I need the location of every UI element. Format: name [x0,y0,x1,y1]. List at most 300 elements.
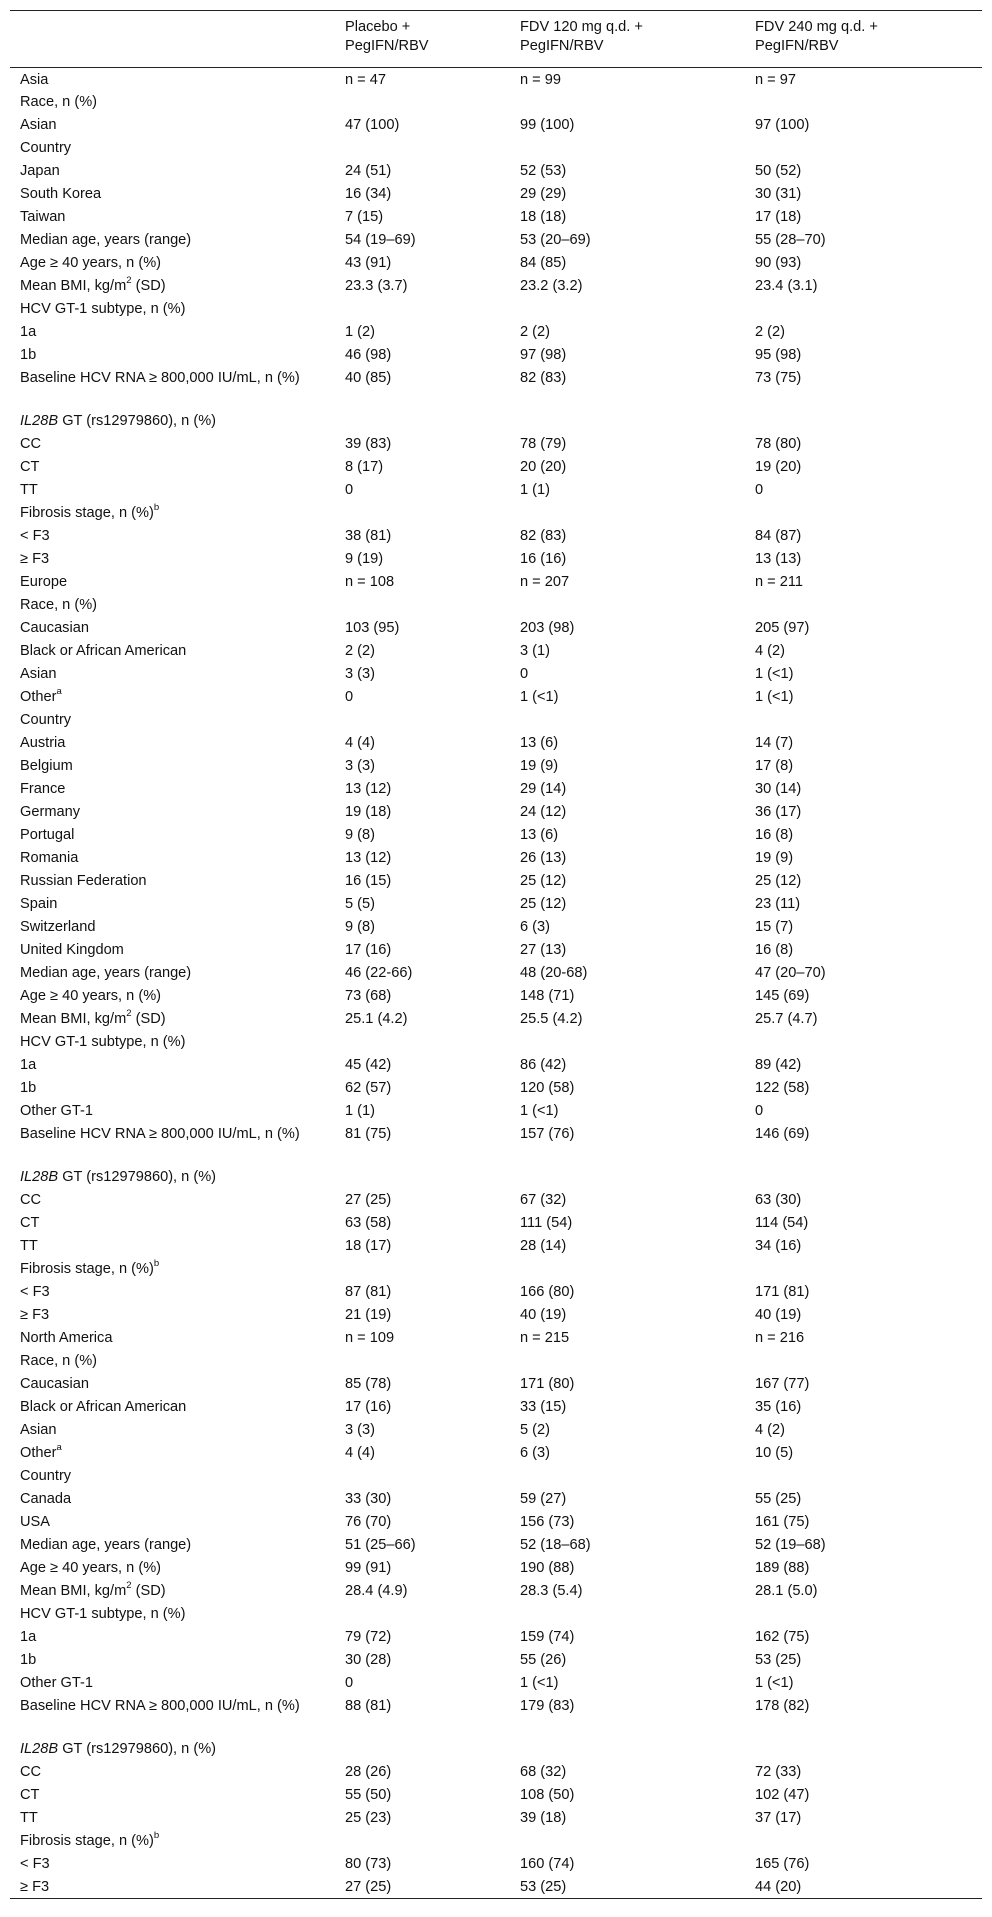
fdv-240-value [745,298,982,321]
row-label-cell [10,1853,335,1876]
placebo-value: 85 (78) [345,1376,392,1392]
table-row [10,479,982,502]
table-row [10,709,982,732]
row-label-cell [10,1373,335,1396]
placebo-value [335,1603,510,1626]
fdv-240-value: 35 (16) [755,1399,802,1415]
table-row [10,548,982,571]
table-row [10,206,982,229]
fdv-240-value [745,709,982,732]
row-label-cell [10,1031,335,1054]
fdv-120-value: 1 (1) [520,482,551,498]
placebo-value: 19 (18) [345,804,392,820]
header-fdv-240-line1: FDV 240 mg q.d. + [755,19,878,35]
fdv-240-value [745,1166,982,1189]
row-label-cell [10,137,335,160]
fdv-120-value: 5 (2) [520,1422,551,1438]
fdv-120-value: 120 (58) [520,1080,575,1096]
row-label-cell [10,594,335,617]
placebo-value: n = 108 [345,574,395,590]
placebo-value: 5 (5) [345,896,376,912]
row-label: Asian [20,1422,57,1438]
placebo-value: 7 (15) [345,209,384,225]
row-label: France [20,781,66,797]
fdv-240-value: 16 (8) [755,942,794,958]
fdv-120-value: 190 (88) [520,1560,575,1576]
table-row [10,824,982,847]
row-label-cell [10,548,335,571]
fdv-240-value: n = 97 [755,71,796,88]
row-label: Age ≥ 40 years, n (%) [20,988,162,1004]
table-row [10,594,982,617]
row-label: Race, n (%) [20,1353,98,1369]
placebo-value: 13 (12) [345,781,392,797]
row-label: Other GT-1 [20,1675,93,1691]
row-label-cell [10,68,335,91]
fdv-120-value: 3 (1) [520,643,551,659]
placebo-value: 62 (57) [345,1080,392,1096]
row-label: Black or African American [20,1399,187,1415]
row-label-cell [10,275,335,298]
fdv-120-value: n = 99 [520,71,561,88]
fdv-120-value: 67 (32) [520,1192,567,1208]
row-label-cell [10,985,335,1008]
fdv-120-value: 203 (98) [520,620,575,636]
placebo-value: 23.3 (3.7) [345,278,408,294]
table-row [10,732,982,755]
placebo-value: 54 (19–69) [345,232,416,248]
row-label: CT [20,1215,40,1231]
row-label: Canada [20,1491,72,1507]
row-label: ≥ F3 [20,1307,50,1323]
row-label: CC [20,1764,42,1780]
fdv-120-value: 97 (98) [520,347,567,363]
row-label-cell [10,1761,335,1784]
fdv-120-value: 6 (3) [520,919,551,935]
table-row [10,1258,982,1281]
row-label: 1b [20,1080,37,1096]
placebo-value: 28 (26) [345,1764,392,1780]
placebo-value: 80 (73) [345,1856,392,1872]
row-label: < F3 [20,528,50,544]
placebo-value: 8 (17) [345,459,384,475]
fdv-240-value: 63 (30) [755,1192,802,1208]
row-label-cell [10,1465,335,1488]
table-row [10,1166,982,1189]
fdv-120-value [510,1830,745,1853]
table-row [10,1189,982,1212]
fdv-120-value [510,1166,745,1189]
row-label: CT [20,1787,40,1803]
fdv-120-value: 27 (13) [520,942,567,958]
placebo-value: 28.4 (4.9) [345,1583,408,1599]
row-label: 1b [20,1652,37,1668]
fdv-120-value: 13 (6) [520,735,559,751]
placebo-value [335,1830,510,1853]
table-row [10,1100,982,1123]
fdv-240-value: 95 (98) [755,347,802,363]
fdv-120-value: 84 (85) [520,255,567,271]
row-label-cell [10,1077,335,1100]
table-row [10,939,982,962]
row-label-cell [10,686,335,709]
fdv-240-value: 19 (9) [755,850,794,866]
row-label-cell [10,252,335,275]
fdv-240-value [745,1258,982,1281]
fdv-120-value: 53 (25) [510,1876,745,1899]
row-label-suffix: (SD) [131,1011,166,1027]
row-label: Asian [20,117,57,133]
row-label-cell [10,755,335,778]
row-label: United Kingdom [20,942,124,958]
header-placebo-line1: Placebo + [345,19,411,35]
row-label-cell [10,1626,335,1649]
table-row [10,367,982,410]
row-label: IL28B [20,413,59,429]
table-row [10,91,982,114]
table-row [10,1626,982,1649]
table-row [10,252,982,275]
table-row [10,1649,982,1672]
fdv-240-value: 25 (12) [755,873,802,889]
placebo-value: 79 (72) [345,1629,392,1645]
placebo-value: 2 (2) [345,643,376,659]
fdv-240-value: 161 (75) [755,1514,810,1530]
fdv-120-value: 1 (<1) [520,689,559,705]
table-row [10,893,982,916]
table-row [10,229,982,252]
table-row [10,870,982,893]
table-row [10,663,982,686]
fdv-120-value [510,594,745,617]
placebo-value [335,1258,510,1281]
fdv-240-value: 28.1 (5.0) [755,1583,818,1599]
placebo-value: 4 (4) [345,735,376,751]
row-label: Baseline HCV RNA ≥ 800,000 IU/mL, n (%) [20,1126,300,1142]
row-label-cell [10,1511,335,1534]
placebo-value: 21 (19) [345,1307,392,1323]
table-row [10,1235,982,1258]
fdv-240-value: n = 211 [755,574,804,590]
table-row [10,847,982,870]
fdv-240-value: 122 (58) [755,1080,810,1096]
placebo-value: 18 (17) [345,1238,392,1254]
row-label: Taiwan [20,209,66,225]
fdv-240-value: 72 (33) [755,1764,802,1780]
row-label: Other [20,1445,57,1461]
placebo-value: 99 (91) [345,1560,392,1576]
row-label-cell [10,1649,335,1672]
row-label-cell [10,479,335,502]
row-label-cell [10,410,335,433]
row-label-cell [10,183,335,206]
fdv-240-value: 50 (52) [755,163,802,179]
row-label: Fibrosis stage, n (%) [20,505,154,521]
placebo-value [335,1350,510,1373]
table-row [10,985,982,1008]
placebo-value: 17 (16) [345,942,392,958]
row-label-cell [10,525,335,548]
fdv-120-value: 68 (32) [520,1764,567,1780]
row-label: Other [20,689,57,705]
placebo-value: 87 (81) [345,1284,392,1300]
row-label-cell [10,1100,335,1123]
row-label: Median age, years (range) [20,1537,192,1553]
placebo-value: n = 47 [345,71,386,88]
table-row [10,1830,982,1853]
table-row [10,68,982,91]
table-row [10,1876,982,1899]
fdv-240-value: 178 (82) [755,1698,810,1714]
fdv-240-value: 165 (76) [755,1856,810,1872]
baseline-characteristics-table [10,10,982,1899]
placebo-value: 55 (50) [345,1787,392,1803]
row-label: ≥ F3 [20,1879,50,1895]
fdv-240-value: 40 (19) [755,1307,802,1323]
table-row [10,571,982,594]
row-label-cell [10,640,335,663]
table-row [10,525,982,548]
header-placebo [335,11,510,68]
row-label-cell [10,298,335,321]
row-label: 1b [20,347,37,363]
placebo-value: 46 (22-66) [345,965,413,981]
table-row [10,1603,982,1626]
table-row [10,344,982,367]
fdv-120-value: 1 (<1) [520,1675,559,1691]
row-label: Japan [20,163,60,179]
fdv-240-value [745,594,982,617]
header-fdv-120 [510,11,745,68]
placebo-value: 0 [345,1675,354,1691]
row-label: HCV GT-1 subtype, n (%) [20,1606,186,1622]
fdv-120-value: 0 [520,666,529,682]
fdv-120-value: 25 (12) [520,896,567,912]
fdv-240-value: 15 (7) [755,919,794,935]
fdv-240-value: 1 (<1) [755,666,794,682]
placebo-value: 3 (3) [345,1422,376,1438]
placebo-value [335,91,510,114]
row-label-cell [10,1830,335,1853]
fdv-240-value [745,1830,982,1853]
placebo-value: 45 (42) [345,1057,392,1073]
table-row [10,321,982,344]
row-label-cell [10,962,335,985]
row-label-cell [10,1008,335,1031]
row-label-cell [10,1396,335,1419]
fdv-240-value: 78 (80) [755,436,802,452]
row-label-suffix: GT (rs12979860), n (%) [58,1741,217,1757]
fdv-120-value [510,91,745,114]
fdv-120-value: 82 (83) [520,370,567,386]
table-row [10,1212,982,1235]
row-label: < F3 [20,1284,50,1300]
placebo-value: 9 (8) [345,919,376,935]
fdv-120-value: 6 (3) [520,1445,551,1461]
row-label: HCV GT-1 subtype, n (%) [20,301,186,317]
row-label-superscript: b [153,1830,160,1842]
fdv-240-value [745,1738,982,1761]
row-label: Baseline HCV RNA ≥ 800,000 IU/mL, n (%) [20,370,300,386]
row-label: Romania [20,850,79,866]
row-label: IL28B [20,1741,59,1757]
fdv-240-value: 1 (<1) [755,1675,794,1691]
fdv-120-value: 29 (29) [520,186,567,202]
placebo-value [335,410,510,433]
fdv-240-value [745,1465,982,1488]
row-label: TT [20,482,38,498]
table-row [10,755,982,778]
fdv-240-value: 17 (18) [755,209,802,225]
fdv-240-value: 162 (75) [755,1629,810,1645]
row-label-cell [10,502,335,525]
fdv-120-value [510,1603,745,1626]
fdv-120-value [510,1465,745,1488]
fdv-240-value: 189 (88) [755,1560,810,1576]
fdv-120-value: 33 (15) [520,1399,567,1415]
table-row [10,1054,982,1077]
table-row [10,1807,982,1830]
fdv-240-value: 4 (2) [755,1422,786,1438]
placebo-value: 3 (3) [345,758,376,774]
fdv-240-value: 0 [755,1103,764,1119]
row-label: Austria [20,735,66,751]
placebo-value: 43 (91) [345,255,392,271]
fdv-240-value: 17 (8) [755,758,794,774]
row-label-suffix: (SD) [131,278,166,294]
row-label-cell [10,709,335,732]
row-label-superscript: a [56,686,62,698]
table-row [10,1396,982,1419]
fdv-240-value: 30 (14) [755,781,802,797]
table-row [10,1077,982,1100]
fdv-120-value: 52 (53) [520,163,567,179]
fdv-120-value: 24 (12) [520,804,567,820]
fdv-240-value: 23.4 (3.1) [755,278,818,294]
placebo-value [335,1738,510,1761]
fdv-120-value: 171 (80) [520,1376,575,1392]
table-row [10,801,982,824]
fdv-120-value: 28.3 (5.4) [520,1583,583,1599]
fdv-120-value: n = 207 [520,574,570,590]
table-row [10,137,982,160]
table-row [10,1580,982,1603]
row-label: HCV GT-1 subtype, n (%) [20,1034,186,1050]
row-label: TT [20,1238,38,1254]
fdv-240-value: 47 (20–70) [755,965,826,981]
fdv-240-value: 55 (25) [755,1491,802,1507]
row-label-cell [10,1281,335,1304]
header-row [10,11,982,68]
placebo-value: 4 (4) [345,1445,376,1461]
placebo-value: 24 (51) [345,163,392,179]
row-label-cell [10,870,335,893]
row-label: Belgium [20,758,73,774]
row-label: Mean BMI, kg/m [20,278,127,294]
fdv-120-value: 25.5 (4.2) [520,1011,583,1027]
header-placebo-line2: PegIFN/RBV [345,38,429,54]
placebo-value [335,1031,510,1054]
fdv-120-value: 156 (73) [520,1514,575,1530]
placebo-value [335,594,510,617]
fdv-240-value: 37 (17) [755,1810,802,1826]
placebo-value [335,1166,510,1189]
fdv-240-value: 73 (75) [755,370,802,386]
fdv-240-value: 171 (81) [755,1284,810,1300]
fdv-240-value: 25.7 (4.7) [755,1011,818,1027]
table-row [10,1304,982,1327]
row-label: Baseline HCV RNA ≥ 800,000 IU/mL, n (%) [20,1698,300,1714]
row-label-cell [10,778,335,801]
placebo-value [335,298,510,321]
placebo-value: 81 (75) [345,1126,392,1142]
table-body [10,68,982,1899]
fdv-240-value: 30 (31) [755,186,802,202]
table-row [10,1738,982,1761]
fdv-120-value [510,1031,745,1054]
row-label-cell [10,663,335,686]
fdv-240-value: 19 (20) [755,459,802,475]
placebo-value: 3 (3) [345,666,376,682]
row-label-cell [10,1327,335,1350]
placebo-value: 73 (68) [345,988,392,1004]
row-label: < F3 [20,1856,50,1872]
row-label: Fibrosis stage, n (%) [20,1833,154,1849]
row-label-cell [10,1557,335,1580]
placebo-value: 39 (83) [345,436,392,452]
row-label: TT [20,1810,38,1826]
row-label-cell [10,801,335,824]
baseline-characteristics-table-container [10,10,982,1899]
fdv-120-value: 78 (79) [520,436,567,452]
row-label-superscript: 2 [126,1580,132,1592]
placebo-value: 76 (70) [345,1514,392,1530]
fdv-240-value: 52 (19–68) [755,1537,826,1553]
fdv-120-value: 18 (18) [520,209,567,225]
row-label-cell [10,1235,335,1258]
table-row [10,298,982,321]
table-row [10,962,982,985]
fdv-120-value: 26 (13) [520,850,567,866]
header-fdv-240-line2: PegIFN/RBV [755,38,839,54]
row-label-cell [10,1580,335,1603]
row-label-cell [10,367,335,410]
table-row [10,1695,982,1738]
placebo-value: 27 (25) [345,1192,392,1208]
fdv-120-value: n = 215 [520,1330,570,1346]
placebo-value: 16 (34) [345,186,392,202]
fdv-240-value: 13 (13) [755,551,802,567]
table-row [10,1557,982,1580]
row-label-cell [10,206,335,229]
row-label: Russian Federation [20,873,147,889]
placebo-value: 0 [345,689,354,705]
row-label-cell [10,1123,335,1166]
fdv-240-value: 114 (54) [755,1215,809,1231]
fdv-240-value: 36 (17) [755,804,802,820]
row-label: Age ≥ 40 years, n (%) [20,1560,162,1576]
table-row [10,1123,982,1166]
row-label-superscript: 2 [126,275,132,287]
row-label: Spain [20,896,58,912]
placebo-value: 46 (98) [345,347,392,363]
fdv-120-value [510,709,745,732]
fdv-240-value [745,1350,982,1373]
table-row [10,1419,982,1442]
placebo-value: 63 (58) [345,1215,392,1231]
fdv-120-value: 157 (76) [520,1126,575,1142]
placebo-value: 40 (85) [345,370,392,386]
